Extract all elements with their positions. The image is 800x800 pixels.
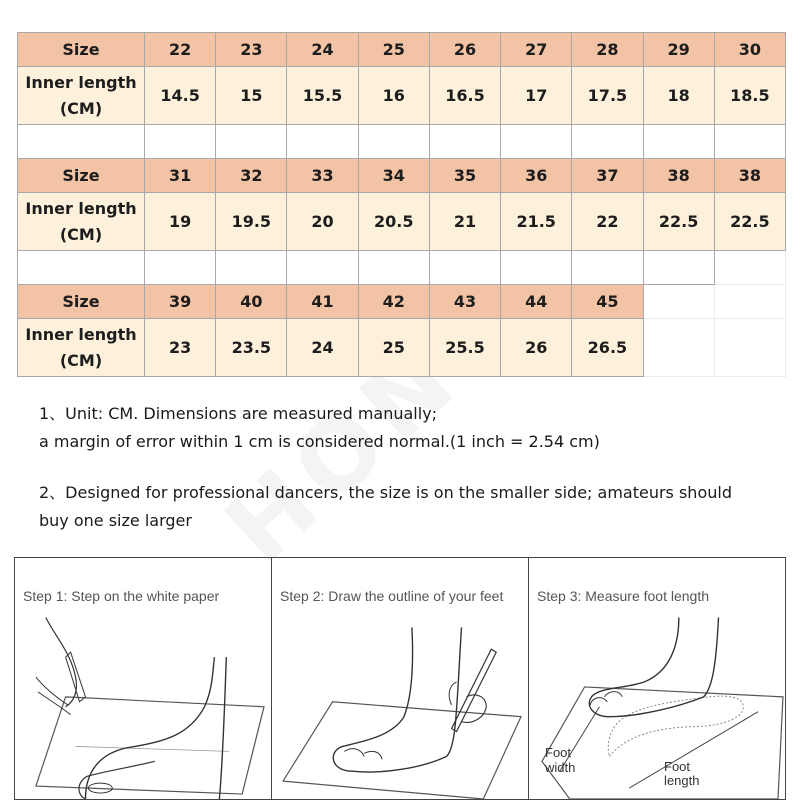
empty-cell <box>216 251 287 285</box>
length-value-cell: 23 <box>145 319 216 377</box>
size-value-cell: 23 <box>216 33 287 67</box>
foot-width-label-2: width <box>545 760 576 775</box>
length-value-cell: 19.5 <box>216 193 287 251</box>
size-value-cell: 25 <box>358 33 429 67</box>
size-value-cell: 40 <box>216 285 287 319</box>
empty-cell <box>714 285 785 319</box>
inner-length-row-label <box>18 67 145 125</box>
size-value-cell: 24 <box>287 33 358 67</box>
size-value-cell: 42 <box>358 285 429 319</box>
inner-length-label-line2: (CM) <box>59 224 103 244</box>
size-row <box>18 285 786 319</box>
step-2-panel <box>272 558 529 799</box>
length-value-cell: 22.5 <box>714 193 785 251</box>
length-value-cell: 17.5 <box>572 67 643 125</box>
size-value-cell: 36 <box>501 159 572 193</box>
size-value-cell: 31 <box>145 159 216 193</box>
empty-cell <box>572 251 643 285</box>
spacer-row <box>18 125 786 159</box>
empty-cell <box>643 251 714 285</box>
note-dancers: 2、Designed for professional dancers, the size is on the smaller side; amateurs should <box>39 483 732 502</box>
size-value-cell: 22 <box>145 33 216 67</box>
empty-cell <box>643 319 714 377</box>
empty-cell <box>287 251 358 285</box>
size-row <box>18 159 786 193</box>
size-value-cell: 43 <box>429 285 500 319</box>
inner-length-label-line1: Inner length <box>25 198 137 218</box>
length-value-cell: 15.5 <box>287 67 358 125</box>
empty-cell <box>358 251 429 285</box>
empty-cell <box>145 125 216 159</box>
size-value-cell: 35 <box>429 159 500 193</box>
inner-length-label-line2: (CM) <box>59 350 103 370</box>
step-3-panel <box>529 558 785 799</box>
foot-width-label-1: Foot <box>545 745 572 760</box>
empty-cell <box>287 125 358 159</box>
empty-cell <box>216 125 287 159</box>
length-value-cell: 16.5 <box>429 67 500 125</box>
inner-length-label-line1: Inner length <box>25 72 137 92</box>
size-row <box>18 33 786 67</box>
length-value-cell: 14.5 <box>145 67 216 125</box>
length-value-cell: 21.5 <box>501 193 572 251</box>
note-size-advice: buy one size larger <box>39 511 192 530</box>
inner-length-row-label <box>18 319 145 377</box>
step-1-title: Step 1: Step on the white paper <box>23 588 220 604</box>
empty-cell <box>714 319 785 377</box>
length-value-cell: 25.5 <box>429 319 500 377</box>
length-value-cell: 21 <box>429 193 500 251</box>
size-row-label: Size <box>18 285 145 319</box>
inner-length-row <box>18 67 786 125</box>
empty-cell <box>429 125 500 159</box>
size-value-cell: 27 <box>501 33 572 67</box>
step-2-title: Step 2: Draw the outline of your feet <box>280 588 504 604</box>
empty-cell <box>18 125 145 159</box>
inner-length-row <box>18 193 786 251</box>
size-value-cell: 45 <box>572 285 643 319</box>
spacer-row <box>18 251 786 285</box>
length-value-cell: 18 <box>643 67 714 125</box>
length-value-cell: 20 <box>287 193 358 251</box>
inner-length-label-line1: Inner length <box>25 324 137 344</box>
size-value-cell: 29 <box>643 33 714 67</box>
length-value-cell: 22.5 <box>643 193 714 251</box>
size-value-cell: 38 <box>714 159 785 193</box>
foot-length-label-1: Foot <box>664 759 691 774</box>
size-value-cell: 30 <box>714 33 785 67</box>
length-value-cell: 19 <box>145 193 216 251</box>
size-value-cell: 44 <box>501 285 572 319</box>
size-value-cell: 38 <box>643 159 714 193</box>
note-margin: a margin of error within 1 cm is considered normal.(1 inch = 2.54 cm) <box>39 432 600 451</box>
length-value-cell: 20.5 <box>358 193 429 251</box>
size-value-cell: 28 <box>572 33 643 67</box>
length-value-cell: 18.5 <box>714 67 785 125</box>
inner-length-label-line2: (CM) <box>59 98 103 118</box>
size-value-cell: 33 <box>287 159 358 193</box>
empty-cell <box>572 125 643 159</box>
length-value-cell: 22 <box>572 193 643 251</box>
size-value-cell: 37 <box>572 159 643 193</box>
empty-cell <box>714 125 785 159</box>
size-row-label: Size <box>18 159 145 193</box>
empty-cell <box>145 251 216 285</box>
length-value-cell: 16 <box>358 67 429 125</box>
empty-cell <box>429 251 500 285</box>
step-1-panel <box>15 558 272 799</box>
size-chart-table <box>17 32 786 377</box>
length-value-cell: 23.5 <box>216 319 287 377</box>
empty-cell <box>643 285 714 319</box>
step-3-title: Step 3: Measure foot length <box>537 588 709 604</box>
empty-cell <box>358 125 429 159</box>
empty-cell <box>501 251 572 285</box>
measurement-steps <box>14 557 786 800</box>
length-value-cell: 26.5 <box>572 319 643 377</box>
size-value-cell: 34 <box>358 159 429 193</box>
empty-cell <box>18 251 145 285</box>
size-value-cell: 26 <box>429 33 500 67</box>
inner-length-row-label <box>18 193 145 251</box>
size-row-label: Size <box>18 33 145 67</box>
size-value-cell: 39 <box>145 285 216 319</box>
length-value-cell: 15 <box>216 67 287 125</box>
empty-cell <box>643 125 714 159</box>
note-unit: 1、Unit: CM. Dimensions are measured manually; <box>39 404 438 423</box>
empty-cell <box>714 251 785 285</box>
foot-length-label-2: length <box>664 773 700 788</box>
length-value-cell: 17 <box>501 67 572 125</box>
size-value-cell: 32 <box>216 159 287 193</box>
length-value-cell: 25 <box>358 319 429 377</box>
size-value-cell: 41 <box>287 285 358 319</box>
inner-length-row <box>18 319 786 377</box>
empty-cell <box>501 125 572 159</box>
length-value-cell: 26 <box>501 319 572 377</box>
length-value-cell: 24 <box>287 319 358 377</box>
